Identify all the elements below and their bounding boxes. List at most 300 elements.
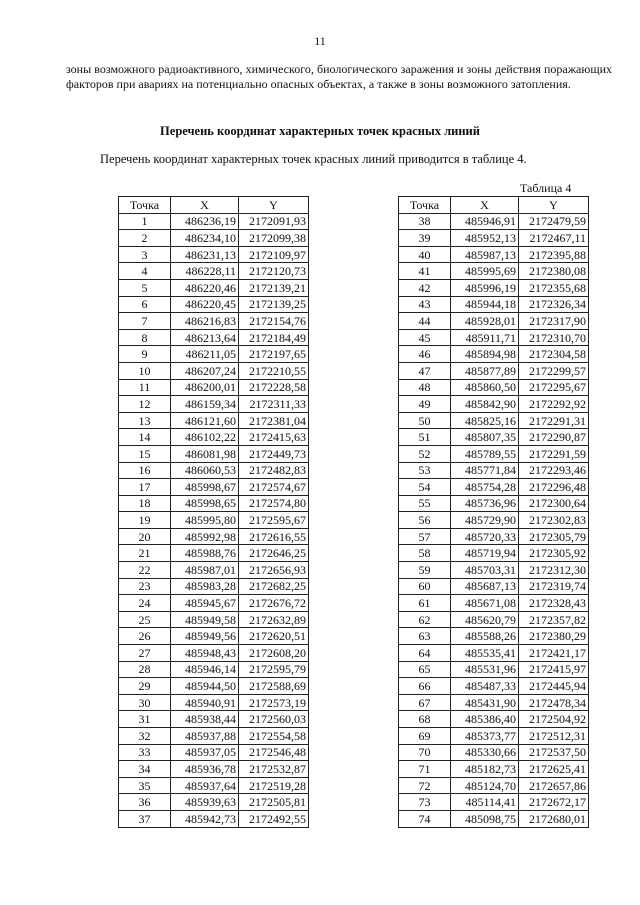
table-row xyxy=(399,761,589,778)
x-coordinate-cell: 485620,79 xyxy=(451,611,519,628)
point-number-cell: 36 xyxy=(119,794,171,811)
table-row xyxy=(399,578,589,595)
table-header-row xyxy=(399,197,589,214)
y-coordinate-cell: 2172574,80 xyxy=(239,495,309,512)
point-number-cell: 74 xyxy=(399,810,451,827)
table-row xyxy=(119,545,309,562)
point-number-cell: 52 xyxy=(399,445,451,462)
y-coordinate-cell: 2172184,49 xyxy=(239,329,309,346)
table-row xyxy=(119,744,309,761)
y-coordinate-cell: 2172680,01 xyxy=(519,810,589,827)
x-coordinate-cell: 485719,94 xyxy=(451,545,519,562)
x-coordinate-cell: 486213,64 xyxy=(171,329,239,346)
coordinates-table-left xyxy=(118,196,309,828)
x-coordinate-cell: 486121,60 xyxy=(171,412,239,429)
y-coordinate-cell: 2172478,34 xyxy=(519,694,589,711)
x-coordinate-cell: 486234,10 xyxy=(171,230,239,247)
y-coordinate-cell: 2172109,97 xyxy=(239,246,309,263)
x-coordinate-cell: 485729,90 xyxy=(451,512,519,529)
y-coordinate-cell: 2172449,73 xyxy=(239,445,309,462)
x-coordinate-cell: 485940,91 xyxy=(171,694,239,711)
x-coordinate-cell: 485531,96 xyxy=(451,661,519,678)
x-coordinate-cell: 485988,76 xyxy=(171,545,239,562)
y-coordinate-cell: 2172676,72 xyxy=(239,595,309,612)
table-row xyxy=(399,661,589,678)
y-coordinate-cell: 2172595,79 xyxy=(239,661,309,678)
y-coordinate-cell: 2172290,87 xyxy=(519,429,589,446)
point-number-cell: 31 xyxy=(119,711,171,728)
table-row xyxy=(399,645,589,662)
table-row xyxy=(399,213,589,230)
table-row xyxy=(119,246,309,263)
y-coordinate-cell: 2172154,76 xyxy=(239,313,309,330)
point-number-cell: 32 xyxy=(119,728,171,745)
table-row xyxy=(399,412,589,429)
table-row xyxy=(119,429,309,446)
point-number-cell: 49 xyxy=(399,396,451,413)
point-number-cell: 30 xyxy=(119,694,171,711)
x-coordinate-cell: 486200,01 xyxy=(171,379,239,396)
table-row xyxy=(119,213,309,230)
y-coordinate-cell: 2172479,59 xyxy=(519,213,589,230)
table-row xyxy=(399,279,589,296)
table-row xyxy=(119,694,309,711)
intro-paragraph: зоны возможного радиоактивного, химического, биологического заражения и зоны действия поражающих факторов при авариях на потенциально опасных объектах, а также в зоны возможного затопления. xyxy=(66,62,612,91)
point-number-cell: 12 xyxy=(119,396,171,413)
point-number-cell: 25 xyxy=(119,611,171,628)
table-row xyxy=(399,562,589,579)
x-coordinate-cell: 485949,56 xyxy=(171,628,239,645)
y-coordinate-cell: 2172291,31 xyxy=(519,412,589,429)
x-coordinate-cell: 485939,63 xyxy=(171,794,239,811)
x-coordinate-cell: 486211,05 xyxy=(171,346,239,363)
point-number-cell: 9 xyxy=(119,346,171,363)
y-coordinate-cell: 2172505,81 xyxy=(239,794,309,811)
x-coordinate-cell: 485373,77 xyxy=(451,728,519,745)
table-row xyxy=(119,396,309,413)
x-coordinate-cell: 485928,01 xyxy=(451,313,519,330)
table-row xyxy=(119,412,309,429)
x-coordinate-cell: 486231,13 xyxy=(171,246,239,263)
y-coordinate-cell: 2172574,67 xyxy=(239,479,309,496)
table-row xyxy=(399,611,589,628)
point-number-cell: 11 xyxy=(119,379,171,396)
point-number-cell: 60 xyxy=(399,578,451,595)
x-coordinate-cell: 485948,43 xyxy=(171,645,239,662)
y-coordinate-cell: 2172656,93 xyxy=(239,562,309,579)
table-row xyxy=(119,810,309,827)
y-coordinate-cell: 2172302,83 xyxy=(519,512,589,529)
table-row xyxy=(119,528,309,545)
x-coordinate-cell: 486228,11 xyxy=(171,263,239,280)
y-coordinate-cell: 2172293,46 xyxy=(519,462,589,479)
y-coordinate-cell: 2172682,25 xyxy=(239,578,309,595)
point-number-cell: 45 xyxy=(399,329,451,346)
x-coordinate-cell: 485825,16 xyxy=(451,412,519,429)
point-number-cell: 48 xyxy=(399,379,451,396)
point-number-cell: 63 xyxy=(399,628,451,645)
table-caption: Таблица 4 xyxy=(520,181,572,195)
y-coordinate-cell: 2172357,82 xyxy=(519,611,589,628)
table-row xyxy=(399,545,589,562)
point-number-cell: 10 xyxy=(119,362,171,379)
table-row xyxy=(399,362,589,379)
point-number-cell: 40 xyxy=(399,246,451,263)
point-number-cell: 69 xyxy=(399,728,451,745)
x-coordinate-cell: 486159,34 xyxy=(171,396,239,413)
point-number-cell: 43 xyxy=(399,296,451,313)
point-number-cell: 14 xyxy=(119,429,171,446)
section-sentence: Перечень координат характерных точек красных линий приводится в таблице 4. xyxy=(100,152,527,166)
x-coordinate-cell: 485998,65 xyxy=(171,495,239,512)
x-coordinate-cell: 486207,24 xyxy=(171,362,239,379)
y-coordinate-cell: 2172482,83 xyxy=(239,462,309,479)
page-number: 11 xyxy=(314,34,326,48)
x-coordinate-cell: 485998,67 xyxy=(171,479,239,496)
x-coordinate-cell: 485771,84 xyxy=(451,462,519,479)
y-coordinate-cell: 2172445,94 xyxy=(519,678,589,695)
header-point: Точка xyxy=(399,197,451,214)
table-row xyxy=(399,694,589,711)
table-row xyxy=(399,528,589,545)
table-row xyxy=(119,611,309,628)
point-number-cell: 44 xyxy=(399,313,451,330)
table-row xyxy=(399,794,589,811)
table-row xyxy=(399,429,589,446)
x-coordinate-cell: 486081,98 xyxy=(171,445,239,462)
x-coordinate-cell: 486216,83 xyxy=(171,313,239,330)
point-number-cell: 41 xyxy=(399,263,451,280)
x-coordinate-cell: 485588,26 xyxy=(451,628,519,645)
point-number-cell: 28 xyxy=(119,661,171,678)
table-row xyxy=(399,479,589,496)
x-coordinate-cell: 485860,50 xyxy=(451,379,519,396)
x-coordinate-cell: 485687,13 xyxy=(451,578,519,595)
table-row xyxy=(119,645,309,662)
y-coordinate-cell: 2172646,25 xyxy=(239,545,309,562)
point-number-cell: 15 xyxy=(119,445,171,462)
y-coordinate-cell: 2172210,55 xyxy=(239,362,309,379)
table-row xyxy=(119,512,309,529)
x-coordinate-cell: 486220,46 xyxy=(171,279,239,296)
section-heading: Перечень координат характерных точек красных линий xyxy=(160,124,480,138)
point-number-cell: 39 xyxy=(399,230,451,247)
point-number-cell: 50 xyxy=(399,412,451,429)
x-coordinate-cell: 485842,90 xyxy=(451,396,519,413)
point-number-cell: 59 xyxy=(399,562,451,579)
y-coordinate-cell: 2172311,33 xyxy=(239,396,309,413)
y-coordinate-cell: 2172657,86 xyxy=(519,777,589,794)
x-coordinate-cell: 485942,73 xyxy=(171,810,239,827)
table-row xyxy=(399,810,589,827)
point-number-cell: 62 xyxy=(399,611,451,628)
table-row xyxy=(399,495,589,512)
x-coordinate-cell: 485945,67 xyxy=(171,595,239,612)
point-number-cell: 29 xyxy=(119,678,171,695)
x-coordinate-cell: 485995,69 xyxy=(451,263,519,280)
x-coordinate-cell: 485937,88 xyxy=(171,728,239,745)
y-coordinate-cell: 2172304,58 xyxy=(519,346,589,363)
table-row xyxy=(399,263,589,280)
x-coordinate-cell: 485487,33 xyxy=(451,678,519,695)
table-row xyxy=(119,578,309,595)
y-coordinate-cell: 2172512,31 xyxy=(519,728,589,745)
table-row xyxy=(119,595,309,612)
x-coordinate-cell: 485114,41 xyxy=(451,794,519,811)
x-coordinate-cell: 485807,35 xyxy=(451,429,519,446)
table-row xyxy=(119,329,309,346)
y-coordinate-cell: 2172395,88 xyxy=(519,246,589,263)
y-coordinate-cell: 2172573,19 xyxy=(239,694,309,711)
y-coordinate-cell: 2172588,69 xyxy=(239,678,309,695)
table-row xyxy=(399,379,589,396)
table-header-row xyxy=(119,197,309,214)
table-row xyxy=(399,628,589,645)
table-row xyxy=(399,445,589,462)
coordinates-table-right xyxy=(398,196,589,828)
x-coordinate-cell: 485720,33 xyxy=(451,528,519,545)
point-number-cell: 72 xyxy=(399,777,451,794)
point-number-cell: 35 xyxy=(119,777,171,794)
table-row xyxy=(119,495,309,512)
point-number-cell: 73 xyxy=(399,794,451,811)
y-coordinate-cell: 2172296,48 xyxy=(519,479,589,496)
x-coordinate-cell: 485754,28 xyxy=(451,479,519,496)
y-coordinate-cell: 2172120,73 xyxy=(239,263,309,280)
point-number-cell: 64 xyxy=(399,645,451,662)
point-number-cell: 58 xyxy=(399,545,451,562)
point-number-cell: 57 xyxy=(399,528,451,545)
y-coordinate-cell: 2172355,68 xyxy=(519,279,589,296)
table-row xyxy=(399,396,589,413)
table-row xyxy=(399,346,589,363)
point-number-cell: 46 xyxy=(399,346,451,363)
y-coordinate-cell: 2172091,93 xyxy=(239,213,309,230)
y-coordinate-cell: 2172380,08 xyxy=(519,263,589,280)
table-row xyxy=(119,362,309,379)
point-number-cell: 5 xyxy=(119,279,171,296)
point-number-cell: 23 xyxy=(119,578,171,595)
x-coordinate-cell: 485944,50 xyxy=(171,678,239,695)
x-coordinate-cell: 485995,80 xyxy=(171,512,239,529)
point-number-cell: 19 xyxy=(119,512,171,529)
x-coordinate-cell: 485182,73 xyxy=(451,761,519,778)
point-number-cell: 13 xyxy=(119,412,171,429)
x-coordinate-cell: 485877,89 xyxy=(451,362,519,379)
header-y: Y xyxy=(239,197,309,214)
x-coordinate-cell: 485983,28 xyxy=(171,578,239,595)
x-coordinate-cell: 485938,44 xyxy=(171,711,239,728)
y-coordinate-cell: 2172319,74 xyxy=(519,578,589,595)
y-coordinate-cell: 2172380,29 xyxy=(519,628,589,645)
y-coordinate-cell: 2172139,25 xyxy=(239,296,309,313)
y-coordinate-cell: 2172300,64 xyxy=(519,495,589,512)
table-row xyxy=(399,296,589,313)
point-number-cell: 65 xyxy=(399,661,451,678)
y-coordinate-cell: 2172421,17 xyxy=(519,645,589,662)
point-number-cell: 34 xyxy=(119,761,171,778)
table-row xyxy=(119,263,309,280)
table-row xyxy=(399,711,589,728)
x-coordinate-cell: 485330,66 xyxy=(451,744,519,761)
table-row xyxy=(399,678,589,695)
point-number-cell: 61 xyxy=(399,595,451,612)
y-coordinate-cell: 2172295,67 xyxy=(519,379,589,396)
point-number-cell: 37 xyxy=(119,810,171,827)
table-row xyxy=(119,562,309,579)
table-row xyxy=(119,711,309,728)
x-coordinate-cell: 485987,13 xyxy=(451,246,519,263)
x-coordinate-cell: 485386,40 xyxy=(451,711,519,728)
x-coordinate-cell: 485911,71 xyxy=(451,329,519,346)
table-row xyxy=(399,313,589,330)
point-number-cell: 54 xyxy=(399,479,451,496)
header-x: X xyxy=(451,197,519,214)
x-coordinate-cell: 485996,19 xyxy=(451,279,519,296)
y-coordinate-cell: 2172504,92 xyxy=(519,711,589,728)
point-number-cell: 2 xyxy=(119,230,171,247)
table-row xyxy=(119,279,309,296)
point-number-cell: 26 xyxy=(119,628,171,645)
point-number-cell: 3 xyxy=(119,246,171,263)
table-row xyxy=(119,761,309,778)
y-coordinate-cell: 2172305,92 xyxy=(519,545,589,562)
table-row xyxy=(399,777,589,794)
table-row xyxy=(119,728,309,745)
point-number-cell: 51 xyxy=(399,429,451,446)
point-number-cell: 33 xyxy=(119,744,171,761)
header-x: X xyxy=(171,197,239,214)
point-number-cell: 6 xyxy=(119,296,171,313)
table-row xyxy=(119,462,309,479)
table-row xyxy=(119,661,309,678)
y-coordinate-cell: 2172560,03 xyxy=(239,711,309,728)
y-coordinate-cell: 2172546,48 xyxy=(239,744,309,761)
y-coordinate-cell: 2172099,38 xyxy=(239,230,309,247)
y-coordinate-cell: 2172608,20 xyxy=(239,645,309,662)
point-number-cell: 8 xyxy=(119,329,171,346)
y-coordinate-cell: 2172381,04 xyxy=(239,412,309,429)
table-row xyxy=(119,794,309,811)
x-coordinate-cell: 485894,98 xyxy=(451,346,519,363)
y-coordinate-cell: 2172492,55 xyxy=(239,810,309,827)
table-row xyxy=(399,744,589,761)
point-number-cell: 21 xyxy=(119,545,171,562)
point-number-cell: 55 xyxy=(399,495,451,512)
point-number-cell: 20 xyxy=(119,528,171,545)
point-number-cell: 70 xyxy=(399,744,451,761)
x-coordinate-cell: 485944,18 xyxy=(451,296,519,313)
x-coordinate-cell: 486236,19 xyxy=(171,213,239,230)
y-coordinate-cell: 2172415,97 xyxy=(519,661,589,678)
y-coordinate-cell: 2172537,50 xyxy=(519,744,589,761)
table-row xyxy=(399,329,589,346)
point-number-cell: 47 xyxy=(399,362,451,379)
point-number-cell: 71 xyxy=(399,761,451,778)
table-row xyxy=(399,512,589,529)
table-row xyxy=(119,628,309,645)
y-coordinate-cell: 2172519,28 xyxy=(239,777,309,794)
table-row xyxy=(119,379,309,396)
x-coordinate-cell: 486220,45 xyxy=(171,296,239,313)
table-row xyxy=(399,230,589,247)
table-row xyxy=(119,296,309,313)
y-coordinate-cell: 2172197,65 xyxy=(239,346,309,363)
header-y: Y xyxy=(519,197,589,214)
y-coordinate-cell: 2172632,89 xyxy=(239,611,309,628)
table-row xyxy=(119,445,309,462)
point-number-cell: 53 xyxy=(399,462,451,479)
y-coordinate-cell: 2172317,90 xyxy=(519,313,589,330)
table-row xyxy=(399,595,589,612)
table-row xyxy=(119,313,309,330)
point-number-cell: 1 xyxy=(119,213,171,230)
y-coordinate-cell: 2172139,21 xyxy=(239,279,309,296)
y-coordinate-cell: 2172415,63 xyxy=(239,429,309,446)
y-coordinate-cell: 2172310,70 xyxy=(519,329,589,346)
y-coordinate-cell: 2172299,57 xyxy=(519,362,589,379)
point-number-cell: 42 xyxy=(399,279,451,296)
y-coordinate-cell: 2172620,51 xyxy=(239,628,309,645)
point-number-cell: 68 xyxy=(399,711,451,728)
x-coordinate-cell: 485703,31 xyxy=(451,562,519,579)
point-number-cell: 22 xyxy=(119,562,171,579)
point-number-cell: 67 xyxy=(399,694,451,711)
y-coordinate-cell: 2172467,11 xyxy=(519,230,589,247)
table-row xyxy=(399,246,589,263)
y-coordinate-cell: 2172595,67 xyxy=(239,512,309,529)
y-coordinate-cell: 2172312,30 xyxy=(519,562,589,579)
y-coordinate-cell: 2172672,17 xyxy=(519,794,589,811)
point-number-cell: 7 xyxy=(119,313,171,330)
x-coordinate-cell: 485535,41 xyxy=(451,645,519,662)
y-coordinate-cell: 2172532,87 xyxy=(239,761,309,778)
x-coordinate-cell: 485949,58 xyxy=(171,611,239,628)
point-number-cell: 56 xyxy=(399,512,451,529)
x-coordinate-cell: 485937,64 xyxy=(171,777,239,794)
y-coordinate-cell: 2172554,58 xyxy=(239,728,309,745)
point-number-cell: 18 xyxy=(119,495,171,512)
table-row xyxy=(119,346,309,363)
table-row xyxy=(119,777,309,794)
table-row xyxy=(399,462,589,479)
y-coordinate-cell: 2172228,58 xyxy=(239,379,309,396)
x-coordinate-cell: 485936,78 xyxy=(171,761,239,778)
table-row xyxy=(119,678,309,695)
x-coordinate-cell: 485946,91 xyxy=(451,213,519,230)
x-coordinate-cell: 485098,75 xyxy=(451,810,519,827)
point-number-cell: 4 xyxy=(119,263,171,280)
y-coordinate-cell: 2172625,41 xyxy=(519,761,589,778)
x-coordinate-cell: 485946,14 xyxy=(171,661,239,678)
point-number-cell: 38 xyxy=(399,213,451,230)
header-point: Точка xyxy=(119,197,171,214)
x-coordinate-cell: 485952,13 xyxy=(451,230,519,247)
table-row xyxy=(119,230,309,247)
x-coordinate-cell: 485937,05 xyxy=(171,744,239,761)
x-coordinate-cell: 485736,96 xyxy=(451,495,519,512)
point-number-cell: 66 xyxy=(399,678,451,695)
x-coordinate-cell: 485124,70 xyxy=(451,777,519,794)
y-coordinate-cell: 2172305,79 xyxy=(519,528,589,545)
point-number-cell: 24 xyxy=(119,595,171,612)
x-coordinate-cell: 485431,90 xyxy=(451,694,519,711)
y-coordinate-cell: 2172291,59 xyxy=(519,445,589,462)
y-coordinate-cell: 2172616,55 xyxy=(239,528,309,545)
x-coordinate-cell: 485789,55 xyxy=(451,445,519,462)
table-row xyxy=(119,479,309,496)
y-coordinate-cell: 2172292,92 xyxy=(519,396,589,413)
